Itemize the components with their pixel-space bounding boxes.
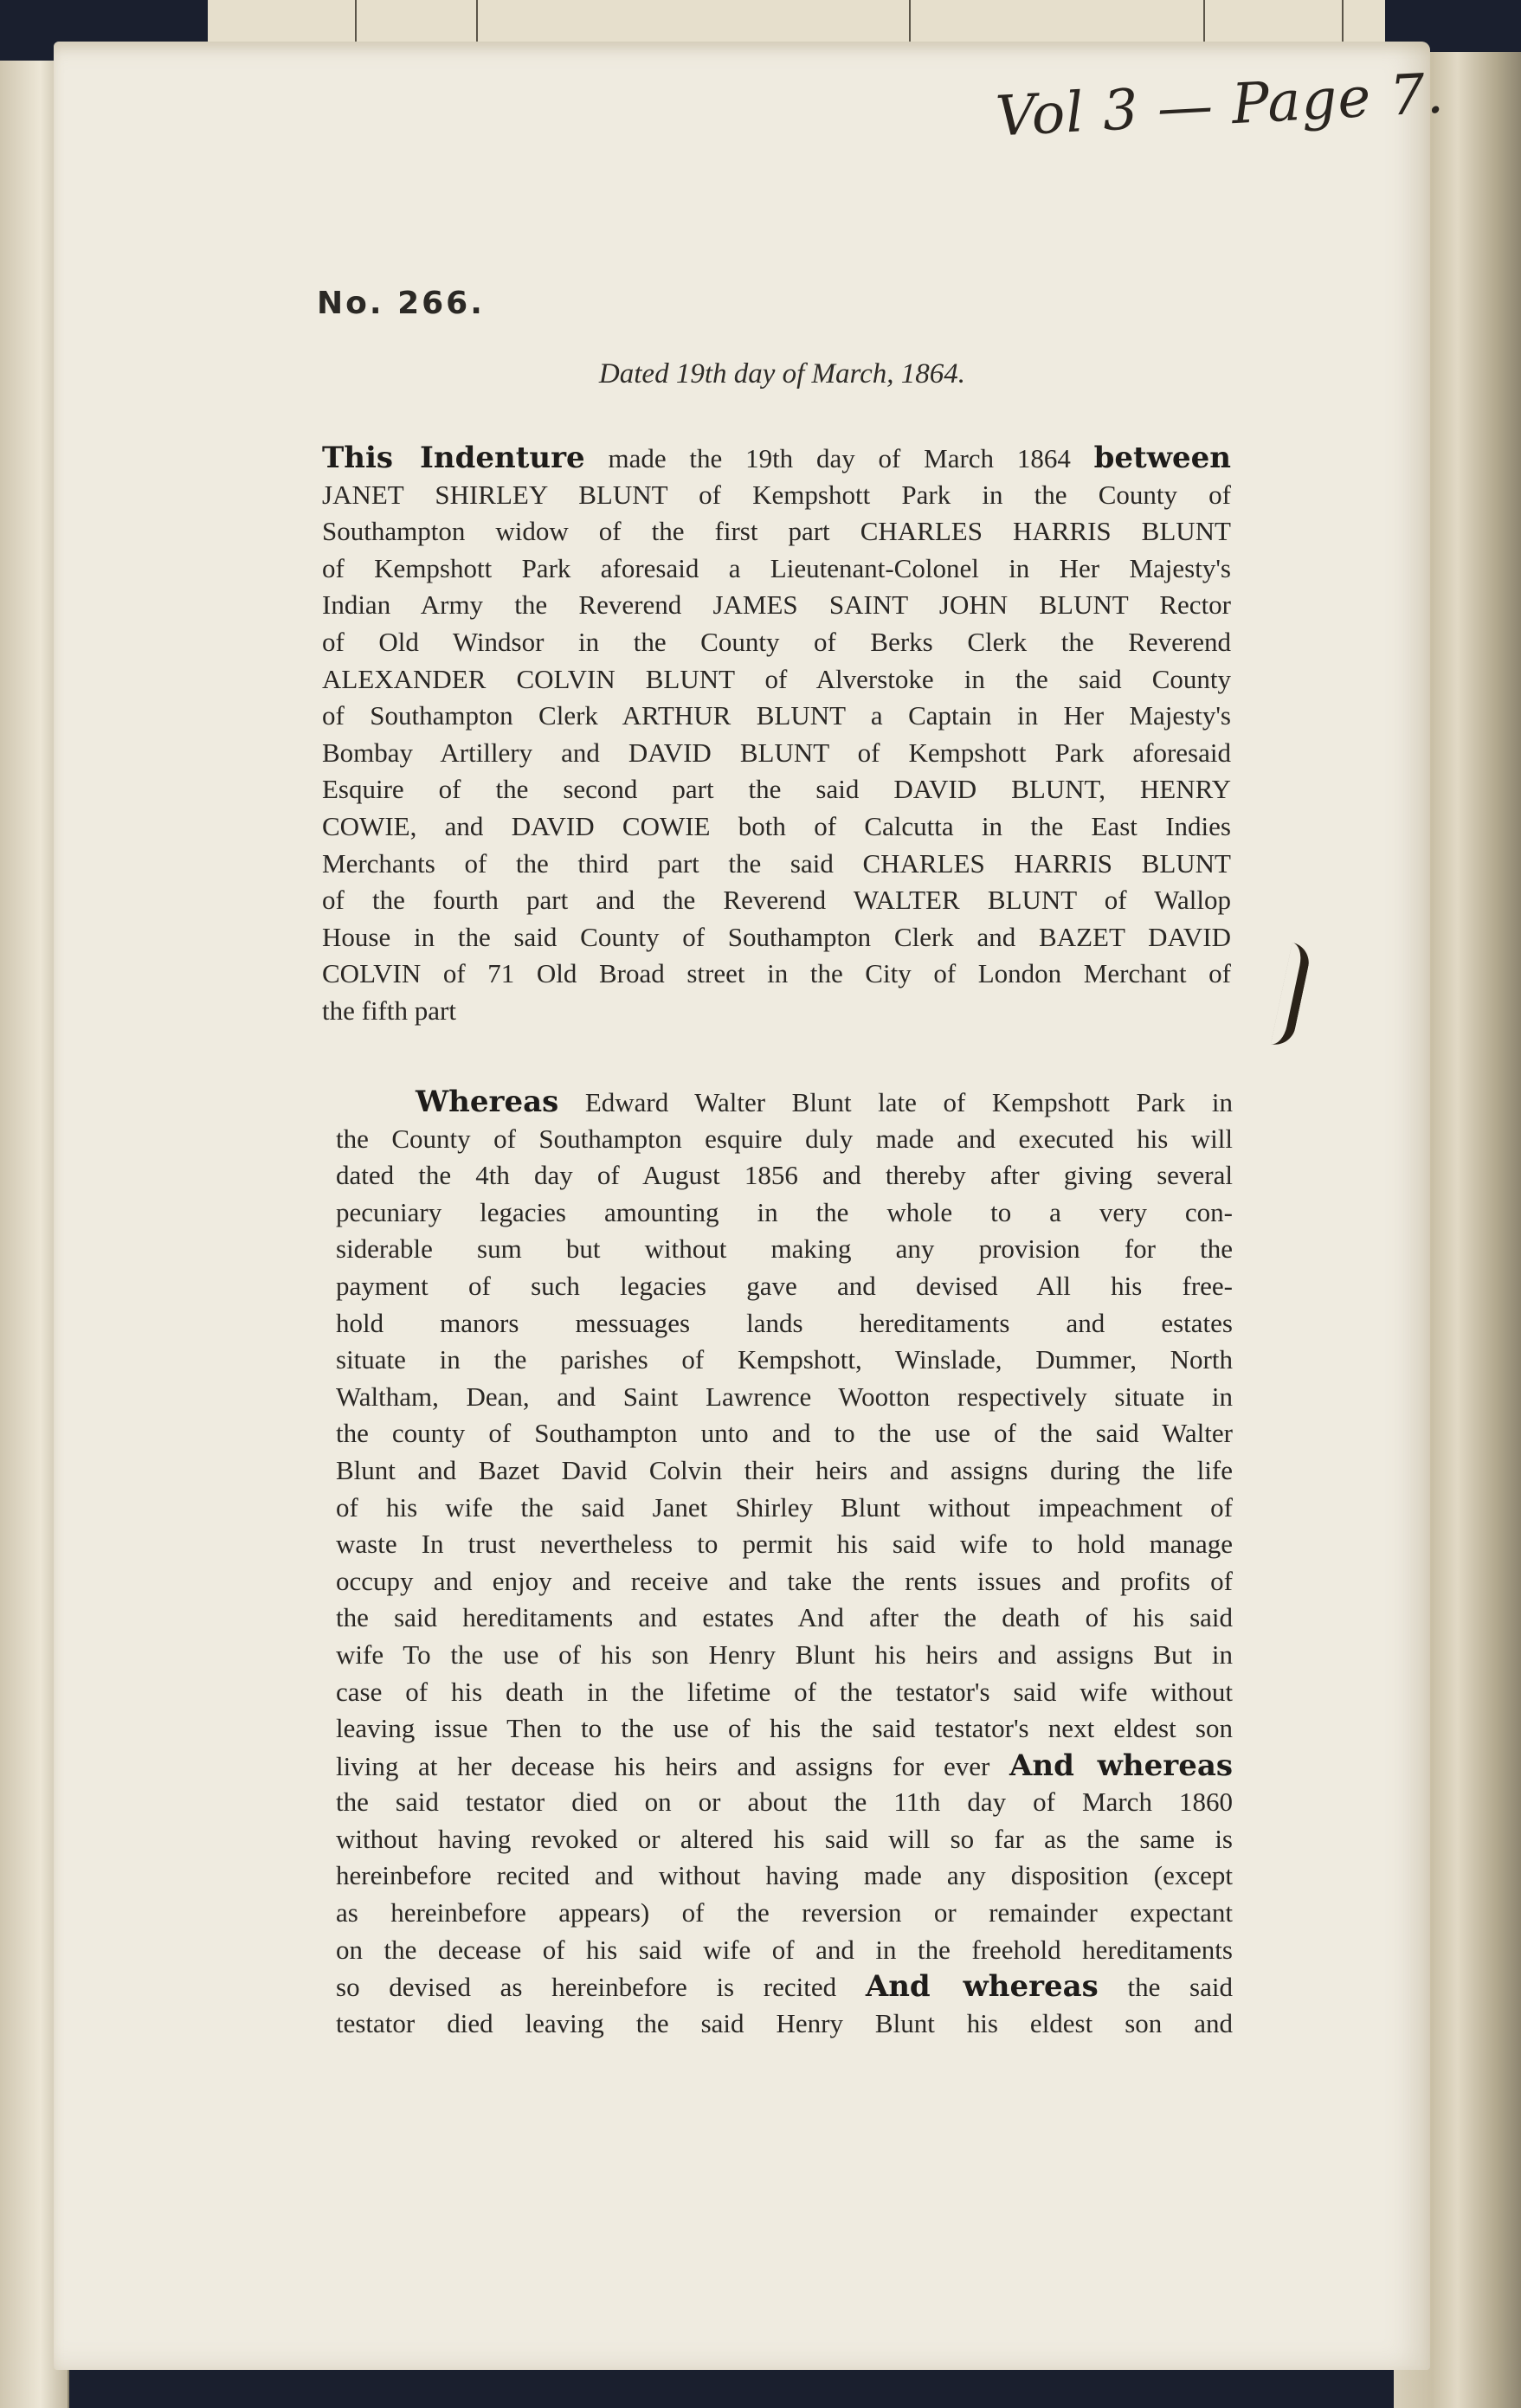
text-line [322, 808, 1231, 846]
text-segment: COLVIN of 71 Old Broad street in the City of London Merchant of [322, 958, 1231, 989]
text-line [322, 993, 1231, 1030]
text-segment: COWIE, and DAVID COWIE both of Calcutta in the East Indies [322, 810, 1231, 841]
text-line [336, 1157, 1233, 1194]
text-line [322, 698, 1231, 735]
text-segment: living at her decease his heirs and assigns for ever [336, 1750, 1009, 1781]
text-line [322, 440, 1231, 477]
text-segment: situate in the parishes of Kempshott, Winslade, Dummer, North [336, 1344, 1233, 1375]
text-line [336, 1637, 1233, 1674]
text-line [322, 771, 1231, 808]
text-segment: Southampton widow of the first part CHARLES HARRIS BLUNT [322, 516, 1231, 547]
text-segment: Edward Walter Blunt late of Kempshott Park in [558, 1087, 1233, 1117]
text-line [336, 1379, 1233, 1416]
text-line [336, 1784, 1233, 1821]
text-segment: pecuniary legacies amounting in the whole to a very con- [336, 1196, 1233, 1227]
blackletter-keyword: And whereas [865, 1969, 1099, 2005]
text-segment: Waltham, Dean, and Saint Lawrence Wootton respectively situate in [336, 1381, 1233, 1412]
text-segment: House in the said County of Southampton Clerk and BAZET DAVID [322, 921, 1231, 952]
text-segment: of Southampton Clerk ARTHUR BLUNT a Captain in Her Majesty's [322, 700, 1231, 731]
handwritten-volume-page-note: Vol 3 — Page 7. [994, 61, 1447, 150]
text-segment: the county of Southampton unto and to the use of the said Walter [336, 1418, 1233, 1449]
text-segment: waste In trust nevertheless to permit his said wife to hold manage [336, 1529, 1233, 1560]
text-line [322, 513, 1231, 550]
dated-line: Dated 19th day of March, 1864. [598, 358, 966, 390]
text-line [336, 1526, 1233, 1563]
text-line [336, 1932, 1233, 1969]
text-segment: occupy and enjoy and receive and take the rents issues and profits of [336, 1565, 1233, 1596]
text-segment: Merchants of the third part the said CHARLES HARRIS BLUNT [322, 847, 1231, 879]
blackletter-keyword: Whereas [416, 1085, 559, 1119]
text-line [336, 1490, 1233, 1527]
text-segment: of Kempshott Park aforesaid a Lieutenant-Colonel in Her Majesty's [322, 552, 1231, 583]
text-segment: so devised as hereinbefore is recited [336, 1972, 866, 2003]
text-line [336, 1674, 1233, 1711]
text-segment: JANET SHIRLEY BLUNT of Kempshott Park in the County of [322, 479, 1231, 510]
text-line [336, 1452, 1233, 1490]
text-segment: payment of such legacies gave and devised All his free- [336, 1270, 1233, 1301]
text-segment: the County of Southampton esquire duly made and executed his will [336, 1123, 1233, 1154]
text-line [322, 956, 1231, 993]
text-segment: dated the 4th day of August 1856 and thereby after giving several [336, 1160, 1233, 1191]
text-segment: the said [1098, 1972, 1233, 2003]
text-segment: of his wife the said Janet Shirley Blunt without impeachment of [336, 1491, 1233, 1523]
text-line [336, 1858, 1233, 1895]
text-line [336, 1710, 1233, 1748]
text-segment: without having revoked or altered his said will so far as the same is [336, 1823, 1233, 1854]
text-segment: the fifth part [322, 995, 456, 1026]
text-line [336, 1231, 1233, 1268]
text-line [322, 846, 1231, 883]
text-segment: on the decease of his said wife of and in the freehold hereditaments [336, 1934, 1233, 1965]
text-segment: as hereinbefore appears) of the reversion or remainder expectant [336, 1897, 1233, 1928]
text-line [336, 1121, 1233, 1158]
whereas-paragraph [336, 1084, 1233, 2042]
text-line [322, 919, 1231, 956]
text-line [322, 661, 1231, 699]
text-segment: of Old Windsor in the County of Berks Clerk the Reverend [322, 626, 1231, 657]
text-segment: ALEXANDER COLVIN BLUNT of Alverstoke in the said County [322, 663, 1231, 694]
blackletter-keyword: And whereas [1009, 1748, 1234, 1783]
text-line [336, 1563, 1233, 1600]
blackletter-keyword: between [1093, 441, 1232, 475]
text-segment: the said testator died on or about the 11th day of March 1860 [336, 1787, 1233, 1818]
text-line [336, 1342, 1233, 1379]
text-segment: testator died leaving the said Henry Blunt his eldest son and [336, 2007, 1233, 2038]
text-segment: case of his death in the lifetime of the testator's said wife without [336, 1676, 1233, 1707]
text-line [336, 1194, 1233, 1232]
text-segment: the said hereditaments and estates And after the death of his said [336, 1602, 1233, 1633]
text-line [336, 1084, 1233, 1121]
text-segment: siderable sum but without making any provision for the [336, 1233, 1233, 1265]
text-segment: Blunt and Bazet David Colvin their heirs and assigns during the life [336, 1454, 1233, 1485]
text-segment: Esquire of the second part the said DAVID BLUNT, HENRY [322, 774, 1231, 805]
text-line [336, 1968, 1233, 2006]
text-segment: Bombay Artillery and DAVID BLUNT of Kempshott Park aforesaid [322, 737, 1231, 768]
text-segment: of the fourth part and the Reverend WALTER BLUNT of Wallop [322, 885, 1231, 916]
text-line [336, 1268, 1233, 1305]
blackletter-keyword: This Indenture [322, 441, 585, 475]
text-segment: hereinbefore recited and without having made any disposition (except [336, 1860, 1233, 1891]
text-line [336, 1748, 1233, 1785]
indenture-paragraph [322, 440, 1231, 1030]
text-line [336, 1415, 1233, 1452]
text-line [322, 735, 1231, 772]
text-line [336, 2006, 1233, 2043]
text-line [322, 477, 1231, 514]
text-line [336, 1821, 1233, 1858]
document-number: No. 266. [317, 286, 485, 321]
text-line [322, 882, 1231, 919]
text-segment: hold manors messuages lands hereditaments and estates [336, 1307, 1233, 1338]
text-line [336, 1600, 1233, 1637]
text-line [322, 550, 1231, 588]
text-line [336, 1895, 1233, 1932]
text-segment: leaving issue Then to the use of his the said testator's next eldest son [336, 1713, 1233, 1744]
text-segment: made the 19th day of March 1864 [584, 443, 1094, 473]
text-line [322, 587, 1231, 624]
text-segment: Indian Army the Reverend JAMES SAINT JOHN BLUNT Rector [322, 589, 1231, 621]
text-segment: wife To the use of his son Henry Blunt his heirs and assigns But in [336, 1639, 1233, 1670]
text-line [336, 1305, 1233, 1342]
text-line [322, 624, 1231, 661]
